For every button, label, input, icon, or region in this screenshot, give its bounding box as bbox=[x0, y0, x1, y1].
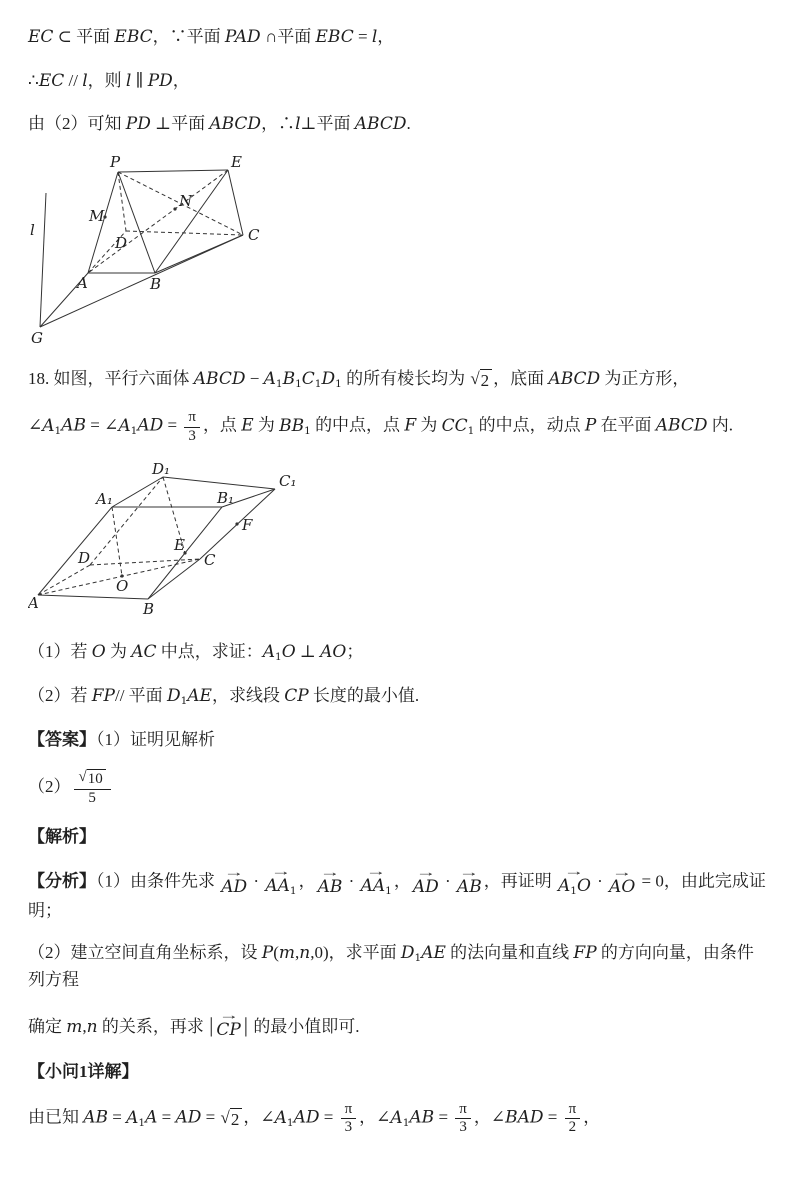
label-l: l bbox=[30, 220, 35, 239]
label-F: F bbox=[242, 515, 253, 534]
label-G: G bbox=[31, 328, 43, 347]
analysis-line-1: 【分析】（1）由条件先求 → AD · → $AA_1$ ， → AB · → $AA_1$ ， → AD · → AB ，再证明 → $A_1O$ · → AO = 0，由此完成证明； bbox=[28, 863, 766, 920]
label-D1: D₁ bbox=[152, 461, 171, 478]
question-part-2: （2）若 FP// 平面 $D_1AE$，求线段 CP 长度的最小值. bbox=[28, 685, 420, 708]
problem-18-line-1: 18. 如图，平行六面体 ABCD − $A_1B_1C_1D_1$ 的所有棱长均为 √ 2 ，底面 ABCD 为正方形， bbox=[28, 368, 690, 390]
answer-part-1: 【答案】（1）证明见解析 bbox=[28, 729, 215, 749]
analysis-header: 【解析】 bbox=[28, 827, 96, 847]
label-E: E bbox=[231, 154, 242, 171]
proof-line-3: 由（2）可知 PD ⊥平面 ABCD，∴l⊥平面 ABCD. bbox=[28, 114, 411, 134]
label-C: C bbox=[248, 225, 260, 244]
label-A1: A₁ bbox=[96, 489, 113, 508]
label-O: O bbox=[116, 576, 129, 595]
solution-line-1: 由已知 AB = $A_1A$ = AD = √ 2 ，$\angle A_1AD$ = $\frac{\pi}{3}$ ，$\angle A_1AB$ = $\frac{\pi}{3}$ ，∠BAD = $\frac{\pi}{2}$ ， bbox=[28, 1101, 601, 1136]
label-D: D bbox=[115, 233, 128, 252]
label-M: M bbox=[89, 206, 105, 225]
label-A: A bbox=[28, 593, 39, 612]
analysis-line-3: 确定 m,n 的关系，再求 | → CP | 的最小值即可. bbox=[28, 1007, 360, 1040]
figure-parallelepiped bbox=[28, 462, 770, 625]
label-E: E bbox=[174, 535, 185, 554]
label-A: A bbox=[77, 273, 88, 292]
label-D: D bbox=[78, 548, 91, 567]
label-N: N bbox=[179, 191, 193, 210]
subquestion-1-header: 【小问1详解】 bbox=[28, 1061, 139, 1081]
problem-18-line-2: $\angle A_1AB$ = $\angle A_1AD$ = $\frac{\pi}{3}$ ，点 E 为 $BB_1$ 的中点，点 F 为 $CC_1$ 的中点，动点 P 在平面 ABCD 内. bbox=[28, 409, 734, 444]
figure-parallelepiped-svg bbox=[28, 462, 318, 620]
label-B: B bbox=[150, 274, 162, 293]
answer-part-2: （2） √ 10 5 bbox=[28, 769, 770, 807]
proof-line-2: ∴EC // l，则 l ∥ PD， bbox=[28, 70, 190, 91]
label-C: C bbox=[204, 550, 216, 569]
label-B: B bbox=[143, 599, 155, 618]
label-P: P bbox=[110, 154, 121, 171]
label-B1: B₁ bbox=[217, 488, 235, 507]
proof-line-1: EC ⊂ 平面 EBC，∵平面 PAD ∩平面 EBC = l， bbox=[28, 27, 395, 47]
question-part-1: （1）若 O 为 AC 中点，求证：$A_1O$ ⊥ AO； bbox=[28, 641, 364, 664]
figure-pyramid bbox=[28, 155, 770, 352]
analysis-line-2: （2）建立空间直角坐标系，设 P(m,n,0)，求平面 $D_1AE$ 的法向量和直线 FP 的方向向量，由条件列方程 bbox=[28, 943, 754, 990]
figure-pyramid-svg bbox=[28, 155, 278, 347]
label-C1: C₁ bbox=[279, 471, 297, 490]
